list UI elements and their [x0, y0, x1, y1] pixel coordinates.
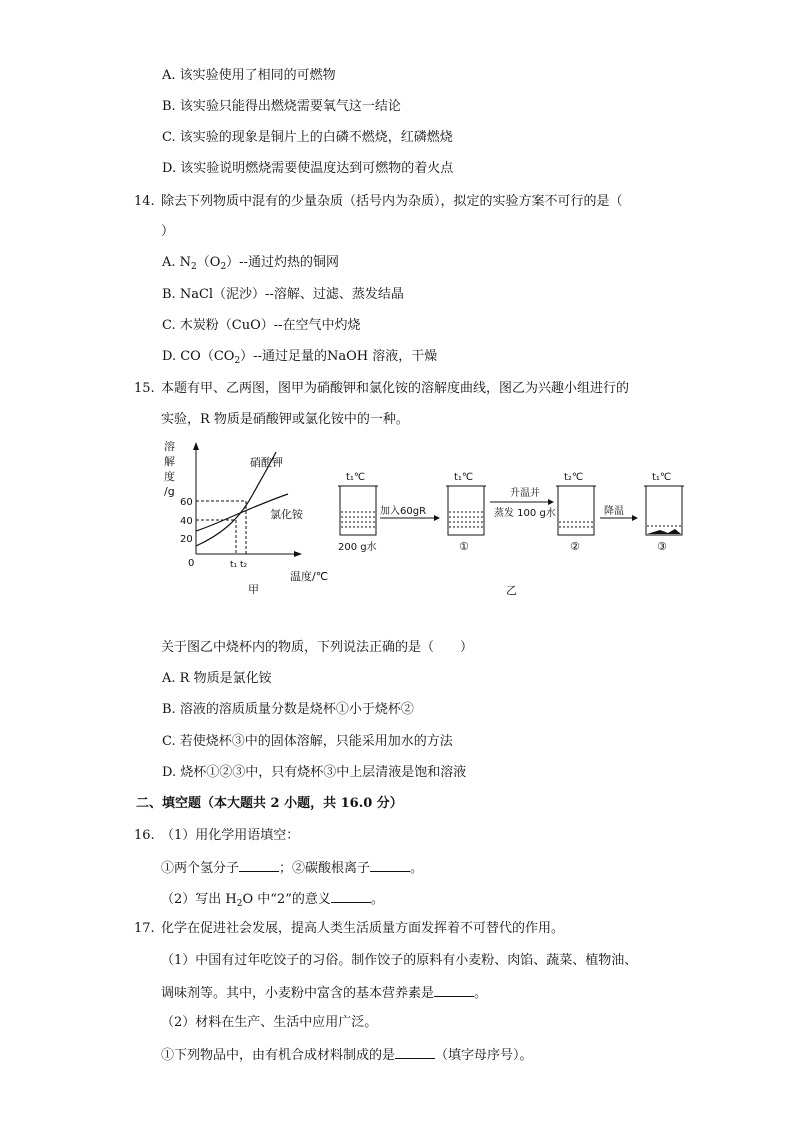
- yi-arrow3-label: 降温: [604, 506, 624, 517]
- jia-curve1-label: 硝酸钾: [250, 456, 283, 469]
- q15-number: 15.: [134, 381, 155, 396]
- jia-y-axis-arrow: [193, 442, 199, 450]
- jia-ytick-20: 20: [180, 534, 193, 545]
- q14-option-b: B. NaCl（泥沙）--溶解、过滤、蒸发结晶: [162, 287, 404, 302]
- q13-option-c: C. 该实验的现象是铜片上的白磷不燃烧，红磷燃烧: [162, 130, 453, 145]
- yi-beaker3-label: ③: [657, 540, 667, 553]
- q15-option-d: D. 烧杯①②③中，只有烧杯③中上层清液是饱和溶液: [162, 765, 467, 780]
- jia-ytick-60: 60: [180, 497, 193, 508]
- q16-part1: （1）用化学用语填空：: [161, 828, 300, 843]
- yi-arrow1-label: 加入60gR: [380, 506, 427, 517]
- beaker-3: [644, 486, 684, 535]
- q16-line2: ①两个氢分子 ；②碳酸根离子 。: [161, 857, 423, 879]
- beaker-2: [556, 486, 596, 535]
- beaker-start: [338, 486, 378, 535]
- q16-part2: （2）写出 $H_2O$ 中“2”的意义 。: [161, 888, 384, 914]
- q15-option-b: B. 溶液的溶质质量分数是烧杯①小于烧杯②: [162, 702, 414, 717]
- jia-origin: 0: [188, 558, 195, 569]
- beaker3-solid: [647, 529, 681, 534]
- q16-blank-3[interactable]: [331, 888, 371, 903]
- yi-temp-2: t₂℃: [564, 472, 584, 483]
- jia-xlabel: 温度/℃: [290, 570, 329, 583]
- figure-jia: [158, 436, 338, 596]
- q14-stem: 除去下列物质中混有的少量杂质（括号内为杂质），拟定的实验方案不可行的是（: [161, 194, 623, 209]
- q15-stem-line1: 本题有甲、乙两图，图甲为硝酸钾和氯化铵的溶解度曲线，图乙为兴趣小组进行的: [161, 381, 630, 396]
- jia-x-axis-arrow: [294, 551, 302, 557]
- q16-blank-1[interactable]: [239, 857, 279, 872]
- q17-blank-2[interactable]: [395, 1044, 435, 1059]
- q16-number: 16.: [134, 828, 155, 843]
- yi-beaker1-label: ①: [459, 540, 469, 553]
- q17-part1-line2: 调味剂等。其中，小麦粉中富含的基本营养素是 。: [161, 982, 487, 1004]
- q15-question: 关于图乙中烧杯内的物质，下列说法正确的是（ ）: [161, 640, 474, 655]
- beaker-1: [446, 486, 486, 535]
- q15-option-c: C. 若使烧杯③中的固体溶解，只能采用加水的方法: [162, 734, 453, 749]
- jia-ytick-40: 40: [180, 516, 193, 527]
- q16-blank-2[interactable]: [370, 857, 410, 872]
- section-2-heading: 二、填空题（本大题共 2 小题，共 16.0 分）: [136, 796, 403, 811]
- jia-ylabel-3: 度: [164, 470, 175, 483]
- q14-number: 14.: [134, 194, 155, 209]
- yi-temp-start: t₁℃: [346, 472, 366, 483]
- q13-option-a: A. 该实验使用了相同的可燃物: [162, 68, 336, 83]
- q14-option-d: D. $CO(CO_2)--$通过足量的NaOH 溶液，干燥: [162, 349, 438, 366]
- yi-beaker2-label: ②: [570, 540, 580, 553]
- jia-ylabel-4: /g: [164, 485, 175, 498]
- q17-stem: 化学在促进社会发展，提高人类生活质量方面发挥着不可替代的作用。: [161, 921, 565, 936]
- q15-option-a: A. R 物质是氯化铵: [162, 671, 272, 686]
- q17-part2: （2）材料在生产、生活中应用广泛。: [161, 1015, 378, 1030]
- jia-xticks: t₁ t₂: [230, 560, 248, 570]
- yi-arrow2-line2: 蒸发 100 g水: [494, 508, 556, 519]
- yi-temp-1: t₁℃: [454, 472, 474, 483]
- q17-part1-line1: （1）中国有过年吃饺子的习俗。制作饺子的原料有小麦粉、肉馅、蔬菜、植物油、: [161, 953, 638, 968]
- yi-temp-3: t₁℃: [652, 472, 672, 483]
- yi-caption: 乙: [506, 584, 517, 596]
- q17-blank-1[interactable]: [434, 982, 474, 997]
- q13-option-b: B. 该实验只能得出燃烧需要氧气这一结论: [162, 99, 401, 114]
- yi-start-label: 200 g水: [338, 542, 377, 553]
- q14-option-a: A. $N_2(O_2)--$通过灼热的铜网: [162, 255, 339, 272]
- jia-curve2-label: 氯化铵: [270, 508, 303, 521]
- q14-option-c: C. 木炭粉（CuO）--在空气中灼烧: [162, 318, 361, 333]
- jia-ylabel-1: 溶: [164, 440, 175, 453]
- q13-option-d: D. 该实验说明燃烧需要使温度达到可燃物的着火点: [162, 161, 454, 176]
- jia-ylabel-2: 解: [164, 455, 175, 468]
- yi-arrow2-line1: 升温并: [510, 488, 540, 499]
- q15-stem-line2: 实验，R 物质是硝酸钾或氯化铵中的一种。: [161, 412, 409, 427]
- q17-number: 17.: [134, 921, 155, 936]
- jia-caption: 甲: [248, 583, 259, 596]
- figure-yi: [330, 462, 700, 596]
- q14-stem-end: ）: [161, 224, 175, 239]
- q17-part2-question: ①下列物品中，由有机合成材料制成的是 （填字母序号）。: [161, 1044, 533, 1066]
